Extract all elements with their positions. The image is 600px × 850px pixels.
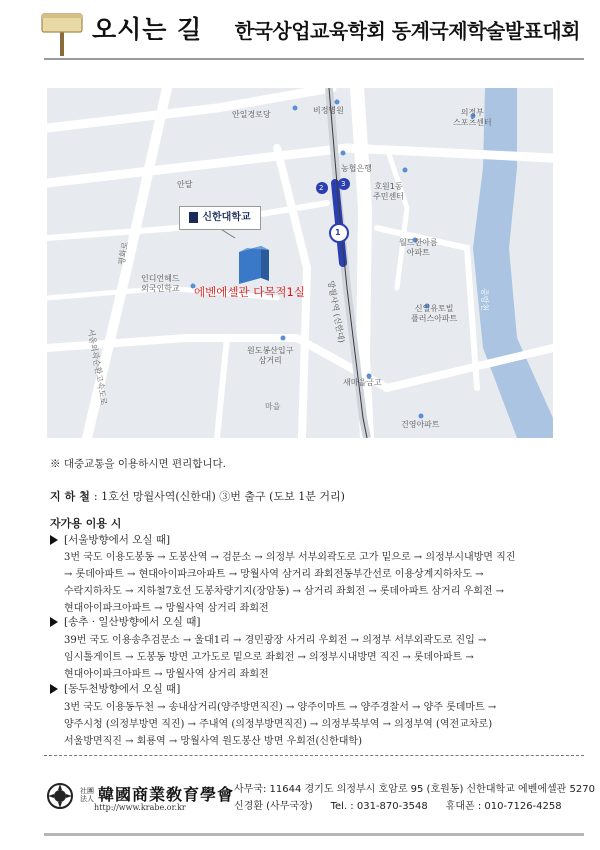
route-dongducheon-head: [동두천방향에서 오실 때] xyxy=(50,681,180,696)
label-andal: 안달 xyxy=(177,180,193,189)
label-world-apt: 월드한아름 아파트 xyxy=(399,238,438,257)
label-sports: 의정부 스포츠센터 xyxy=(453,108,492,127)
label-gate-3: 3 xyxy=(341,180,346,188)
label-station-top: 비정병원 xyxy=(313,106,344,115)
label-road-left: 서울외곽순환고속도로 xyxy=(86,328,109,406)
signpost-icon xyxy=(38,8,86,56)
university-label: 신한대학교 xyxy=(202,212,251,223)
venue-label: 에벤에셀관 다목적1실 xyxy=(194,285,305,299)
bottom-rule xyxy=(44,833,584,836)
car-section-title: 자가용 이용 시 xyxy=(50,517,122,530)
triangle-icon xyxy=(50,617,58,627)
contact-row xyxy=(234,797,580,812)
label-wondo: 원도봉산입구 삼거리 xyxy=(247,346,294,365)
contact-name: 신경환 (사무국장) xyxy=(234,801,313,812)
route-seoul-line: 현대아이파크아파트 → 망월사역 삼거리 좌회전 xyxy=(64,603,269,614)
route-seoul-line: 수락지하차도 → 지하철7호선 도봉차량기지(장암동) → 삼거리 좌회전 → 롯데아파트 삼거리 우회전 → xyxy=(64,586,505,597)
venue-building xyxy=(239,246,261,284)
route-dongducheon-line: 서울방면직진 → 회룡역 → 망월사역 원도봉산 방면 우회전(신한대학) xyxy=(64,736,362,747)
subway-text: : 1호선 망월사역(신한대) ③번 출구 (도보 1분 거리) xyxy=(93,490,345,503)
header-divider xyxy=(44,58,584,60)
label-gate-2: 2 xyxy=(319,184,324,192)
river-shape xyxy=(473,88,553,438)
triangle-icon xyxy=(50,535,58,545)
label-saemaeul: 새마을금고 xyxy=(343,378,382,387)
label-river: 중랑천 xyxy=(480,288,489,312)
label-station-name: 망월사역 (신한대) xyxy=(326,280,346,344)
route-songchu-head: [송추 · 일산방향에서 오실 때] xyxy=(50,614,200,629)
page-title: 오시는 길 xyxy=(92,15,203,44)
route-seoul-line: 3번 국도 이용도봉동 → 도봉산역 → 검문소 → 의정부 서부외곽도로 고가 밑으로 → 의정부시내방면 직진 xyxy=(64,552,516,563)
transit-note: ※ 대중교통을 이용하시면 편리합니다. xyxy=(50,458,226,470)
route-seoul-head: [서울방향에서 오실 때] xyxy=(50,532,170,547)
office-address: 사무국: 11644 경기도 의정부시 호암로 95 (호원동) 신한대학교 에벤에셀관 5270 xyxy=(234,784,595,795)
subway-info xyxy=(50,488,345,504)
subway-label: 지하철 xyxy=(50,490,94,503)
label-road-vert: 평화로 xyxy=(117,241,130,266)
route-songchu-line: 현대아이파크아파트 → 망월사역 삼거리 좌회전 xyxy=(64,669,269,680)
org-url[interactable]: http://www.krabe.or.kr xyxy=(94,803,186,812)
section-divider xyxy=(44,755,584,756)
org-type: 社團 法人 xyxy=(80,787,94,803)
contact-mobile: 휴대폰 : 010-7126-4258 xyxy=(445,801,562,812)
label-sinil: 신일유토빌 플러스아파트 xyxy=(411,304,458,323)
university-marker xyxy=(179,206,261,230)
label-geonyoung: 건영아파트 xyxy=(401,420,440,429)
route-songchu-line: 39번 국도 이용송추검문소 → 울대1리 → 경민광장 사거리 우회전 → 의정부 서부외곽도로 진입 → xyxy=(64,635,487,646)
route-seoul-line: → 롯데아파트 → 현대아이파크아파트 → 망월사역 삼거리 좌회전동부간선로 이용상계지하차도 → xyxy=(64,569,484,580)
triangle-icon xyxy=(50,684,58,694)
label-bank: 농협은행 xyxy=(341,164,372,173)
route-dongducheon-line: 양주시청 (의정부방면 직진) → 주내역 (의정부방면직진) → 의정부북부역 → 의정부역 (역전교차로) xyxy=(64,719,493,730)
event-title: 한국상업교육학회 동계국제학술발표대회 xyxy=(234,19,580,43)
label-andong: 안일경로당 xyxy=(232,110,271,119)
contact-tel: Tel. : 031-870-3548 xyxy=(330,801,428,812)
route-songchu-line: 임시톨게이트 → 도봉동 방면 고가도로 밑으로 좌회전 → 의정부시내방면 직진 → 롯데아파트 → xyxy=(64,652,474,663)
label-gate-1: 1 xyxy=(335,228,341,237)
university-logo-icon xyxy=(189,212,198,223)
label-road-small: 마을 xyxy=(265,402,281,411)
route-dongducheon-line: 3번 국도 이용동두천 → 송내삼거리(양주방면직진) → 양주이마트 → 양주경찰서 → 양주 롯데마트 → xyxy=(64,702,497,713)
location-map xyxy=(47,88,553,438)
label-school: 인디언헤드 외국인학교 xyxy=(141,274,180,293)
org-name: 韓國商業敎育學會 xyxy=(98,785,235,804)
header xyxy=(0,0,600,70)
label-center: 호원1동 주민센터 xyxy=(373,182,404,201)
society-seal-icon xyxy=(46,782,74,810)
